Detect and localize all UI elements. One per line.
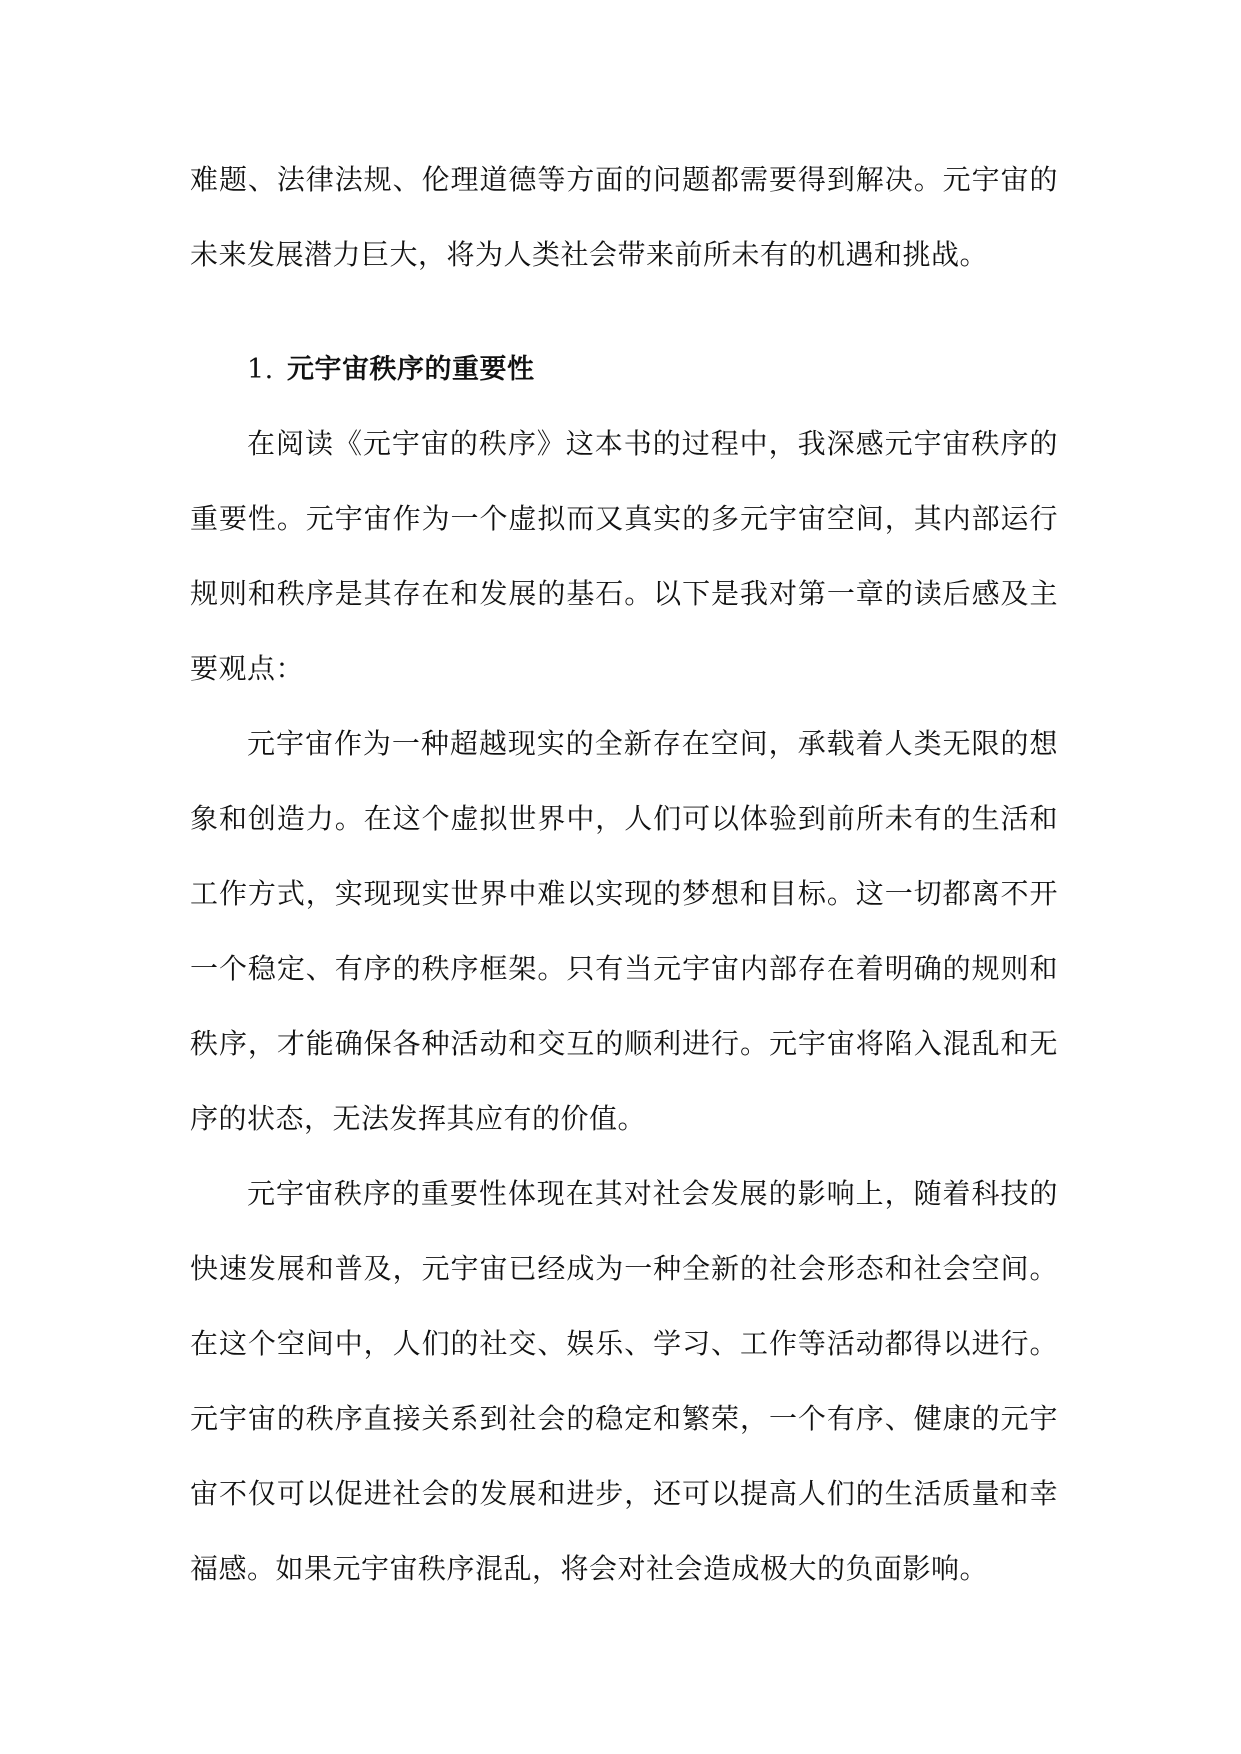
- section-number: 1.: [247, 354, 274, 385]
- paragraph-2: 元宇宙作为一种超越现实的全新存在空间，承载着人类无限的想象和创造力。在这个虚拟世界中，人们可以体验到前所未有的生活和工作方式，实现现实世界中难以实现的梦想和目标。这一切都离不开一个稳定、有序的秩序框架。只有当元宇宙内部存在着明确的规则和秩序，才能确保各种活动和交互的顺利进行。元宇宙将陷入混乱和无序的状态，无法发挥其应有的价值。: [190, 727, 1058, 1135]
- section-heading: [190, 340, 1058, 400]
- paragraph-1: 在阅读《元宇宙的秩序》这本书的过程中，我深感元宇宙秩序的重要性。元宇宙作为一个虚拟而又真实的多元宇宙空间，其内部运行规则和秩序是其存在和发展的基石。以下是我对第一章的读后感及主要观点：: [190, 427, 1058, 685]
- document-body: [190, 142, 1058, 1606]
- section-title: 元宇宙秩序的重要性: [287, 354, 535, 385]
- paragraph-continued: 难题、法律法规、伦理道德等方面的问题都需要得到解决。元宇宙的未来发展潜力巨大，将为人类社会带来前所未有的机遇和挑战。: [190, 163, 1058, 271]
- paragraph-3: 元宇宙秩序的重要性体现在其对社会发展的影响上，随着科技的快速发展和普及，元宇宙已经成为一种全新的社会形态和社会空间。在这个空间中，人们的社交、娱乐、学习、工作等活动都得以进行。元宇宙的秩序直接关系到社会的稳定和繁荣，一个有序、健康的元宇宙不仅可以促进社会的发展和进步，还可以提高人们的生活质量和幸福感。如果元宇宙秩序混乱，将会对社会造成极大的负面影响。: [190, 1177, 1058, 1585]
